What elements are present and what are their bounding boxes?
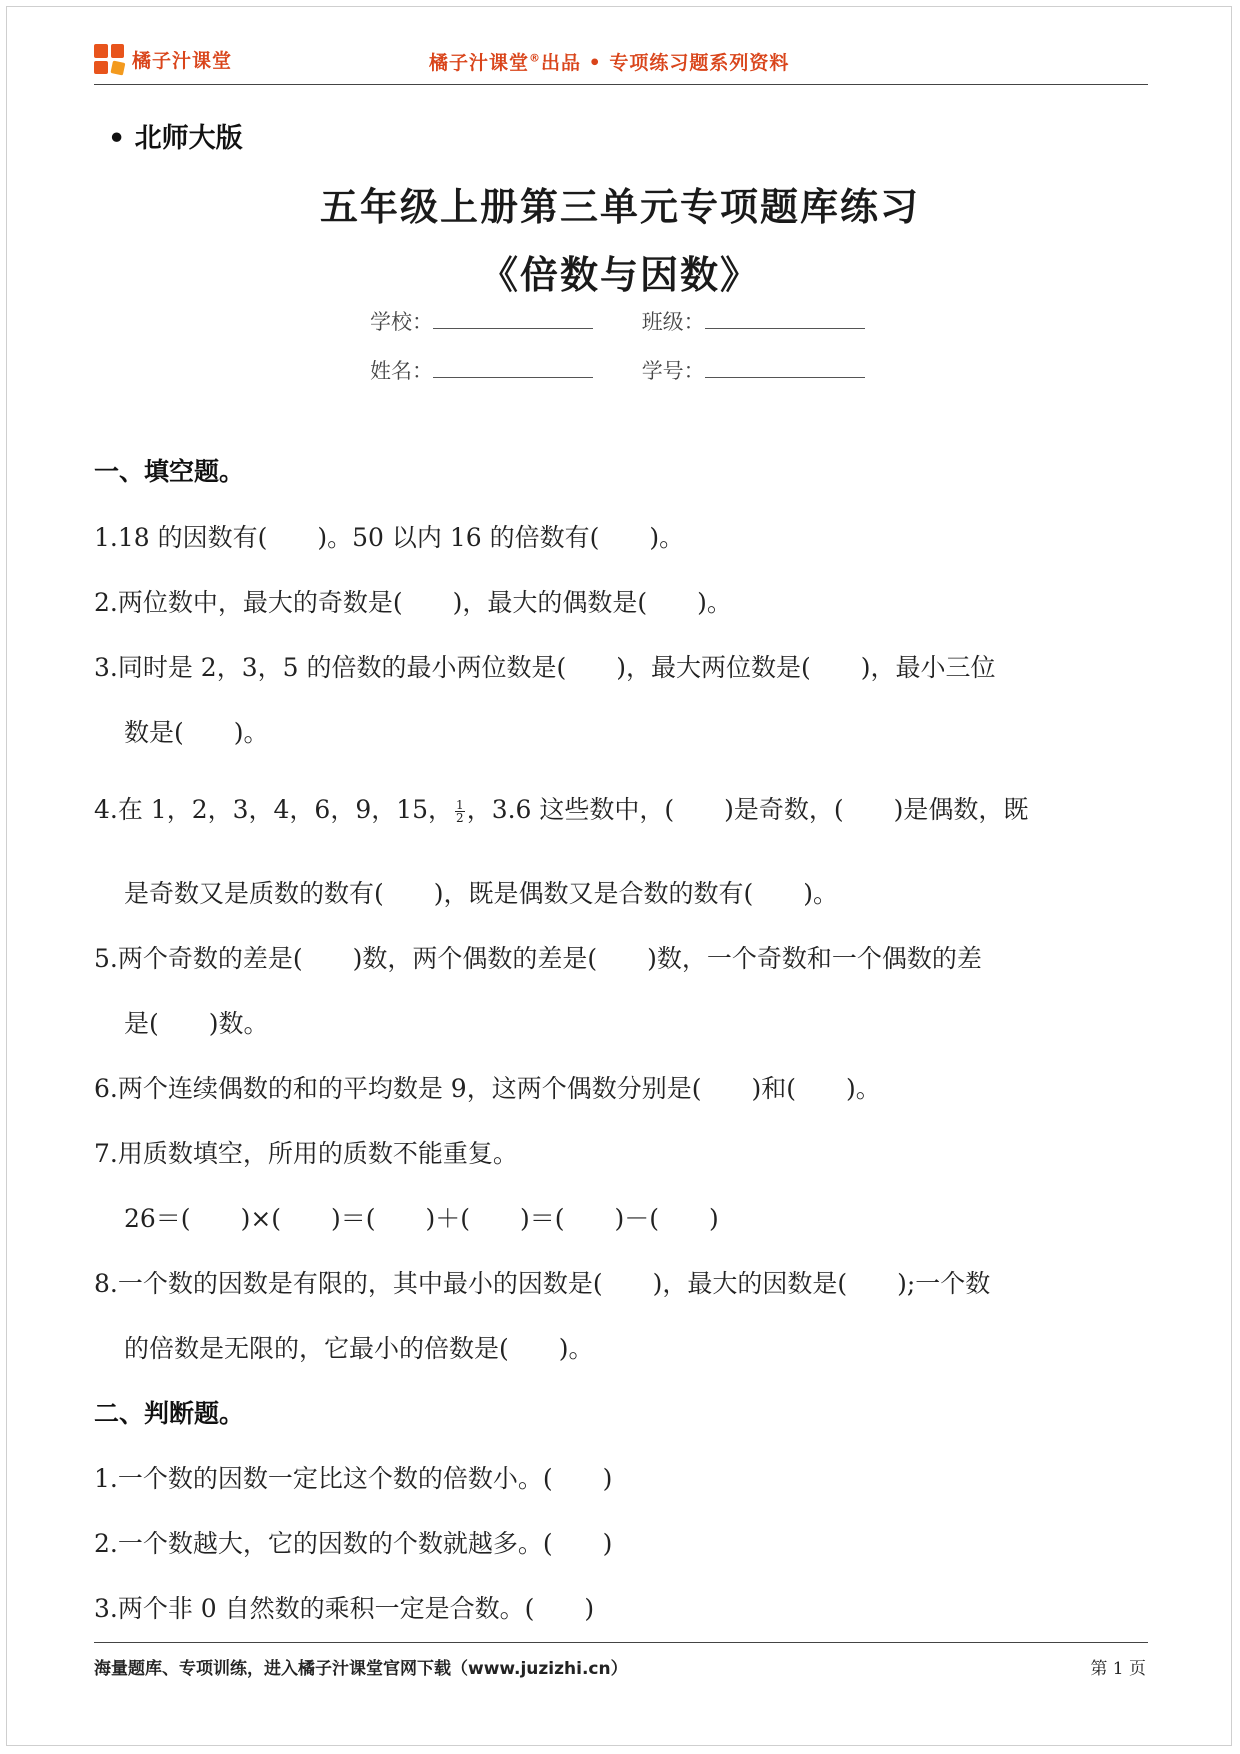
question-line: 1.一个数的因数一定比这个数的倍数小。( ) — [94, 1464, 613, 1493]
school-label: 学校： — [370, 310, 433, 334]
page-number: 第 1 页 — [1090, 1659, 1146, 1679]
name-label: 姓名： — [370, 359, 433, 383]
question-line: 的倍数是无限的，它最小的倍数是( )。 — [124, 1334, 594, 1363]
question-line: 2.两位数中，最大的奇数是( )，最大的偶数是( )。 — [94, 588, 732, 617]
logo-text: 橘子汁课堂 — [132, 49, 233, 72]
info-row-school-class — [370, 306, 907, 336]
number-label: 学号： — [641, 359, 705, 383]
header-slogan: 橘子汁课堂®出品 • 专项练习题系列资料 — [429, 51, 790, 74]
question-line: 5.两个奇数的差是( )数，两个偶数的差是( )数，一个奇数和一个偶数的差 — [94, 944, 982, 973]
section-heading-true-false: 二、判断题。 — [94, 1399, 245, 1428]
question-line: 7.用质数填空，所用的质数不能重复。 — [94, 1139, 518, 1168]
class-label: 班级： — [641, 310, 705, 334]
section-heading-fill-blank: 一、填空题。 — [94, 457, 245, 486]
document-title: 五年级上册第三单元专项题库练习 — [319, 185, 920, 229]
question-line: 2.一个数越大，它的因数的个数就越多。( ) — [94, 1529, 613, 1558]
logo-icon — [94, 44, 124, 74]
name-blank[interactable] — [433, 359, 593, 378]
footer-divider — [94, 1642, 1148, 1643]
question-line: 6.两个连续偶数的和的平均数是 9，这两个偶数分别是( )和( )。 — [94, 1074, 881, 1103]
question-line: 4.在 1，2，3，4，6，9，15， $\frac{1}{2}$ ，3.6 这些数中，( )是奇数，( )是偶数，既 — [94, 795, 1029, 825]
footer-text: 海量题库、专项训练，进入橘子汁课堂官网下载（www.juzizhi.cn） — [94, 1659, 628, 1679]
question-line: 8.一个数的因数是有限的，其中最小的因数是( )，最大的因数是( );一个数 — [94, 1269, 991, 1298]
question-line: 3.同时是 2，3，5 的倍数的最小两位数是( )，最大两位数是( )，最小三位 — [94, 653, 996, 682]
info-row-name-number — [370, 355, 907, 385]
document-subtitle: 《倍数与因数》 — [479, 253, 760, 297]
question-line: 1.18 的因数有( )。50 以内 16 的倍数有( )。 — [94, 523, 685, 552]
question-line: 是奇数又是质数的数有( )，既是偶数又是合数的数有( )。 — [124, 879, 839, 908]
question-line: 数是( )。 — [124, 718, 269, 747]
question-line: 3.两个非 0 自然数的乘积一定是合数。( ) — [94, 1594, 595, 1623]
page-header — [94, 40, 1148, 86]
question-line: 是( )数。 — [124, 1009, 269, 1038]
brand-logo — [94, 44, 232, 74]
school-blank[interactable] — [433, 310, 593, 329]
question-line: 26＝( )×( )＝( )＋( )＝( )－( ) — [124, 1204, 719, 1233]
edition-label: • 北师大版 — [108, 123, 243, 154]
fraction-one-half: $\frac{1}{2}$ — [456, 798, 464, 825]
number-blank[interactable] — [705, 359, 865, 378]
header-divider — [94, 84, 1148, 85]
class-blank[interactable] — [705, 310, 865, 329]
